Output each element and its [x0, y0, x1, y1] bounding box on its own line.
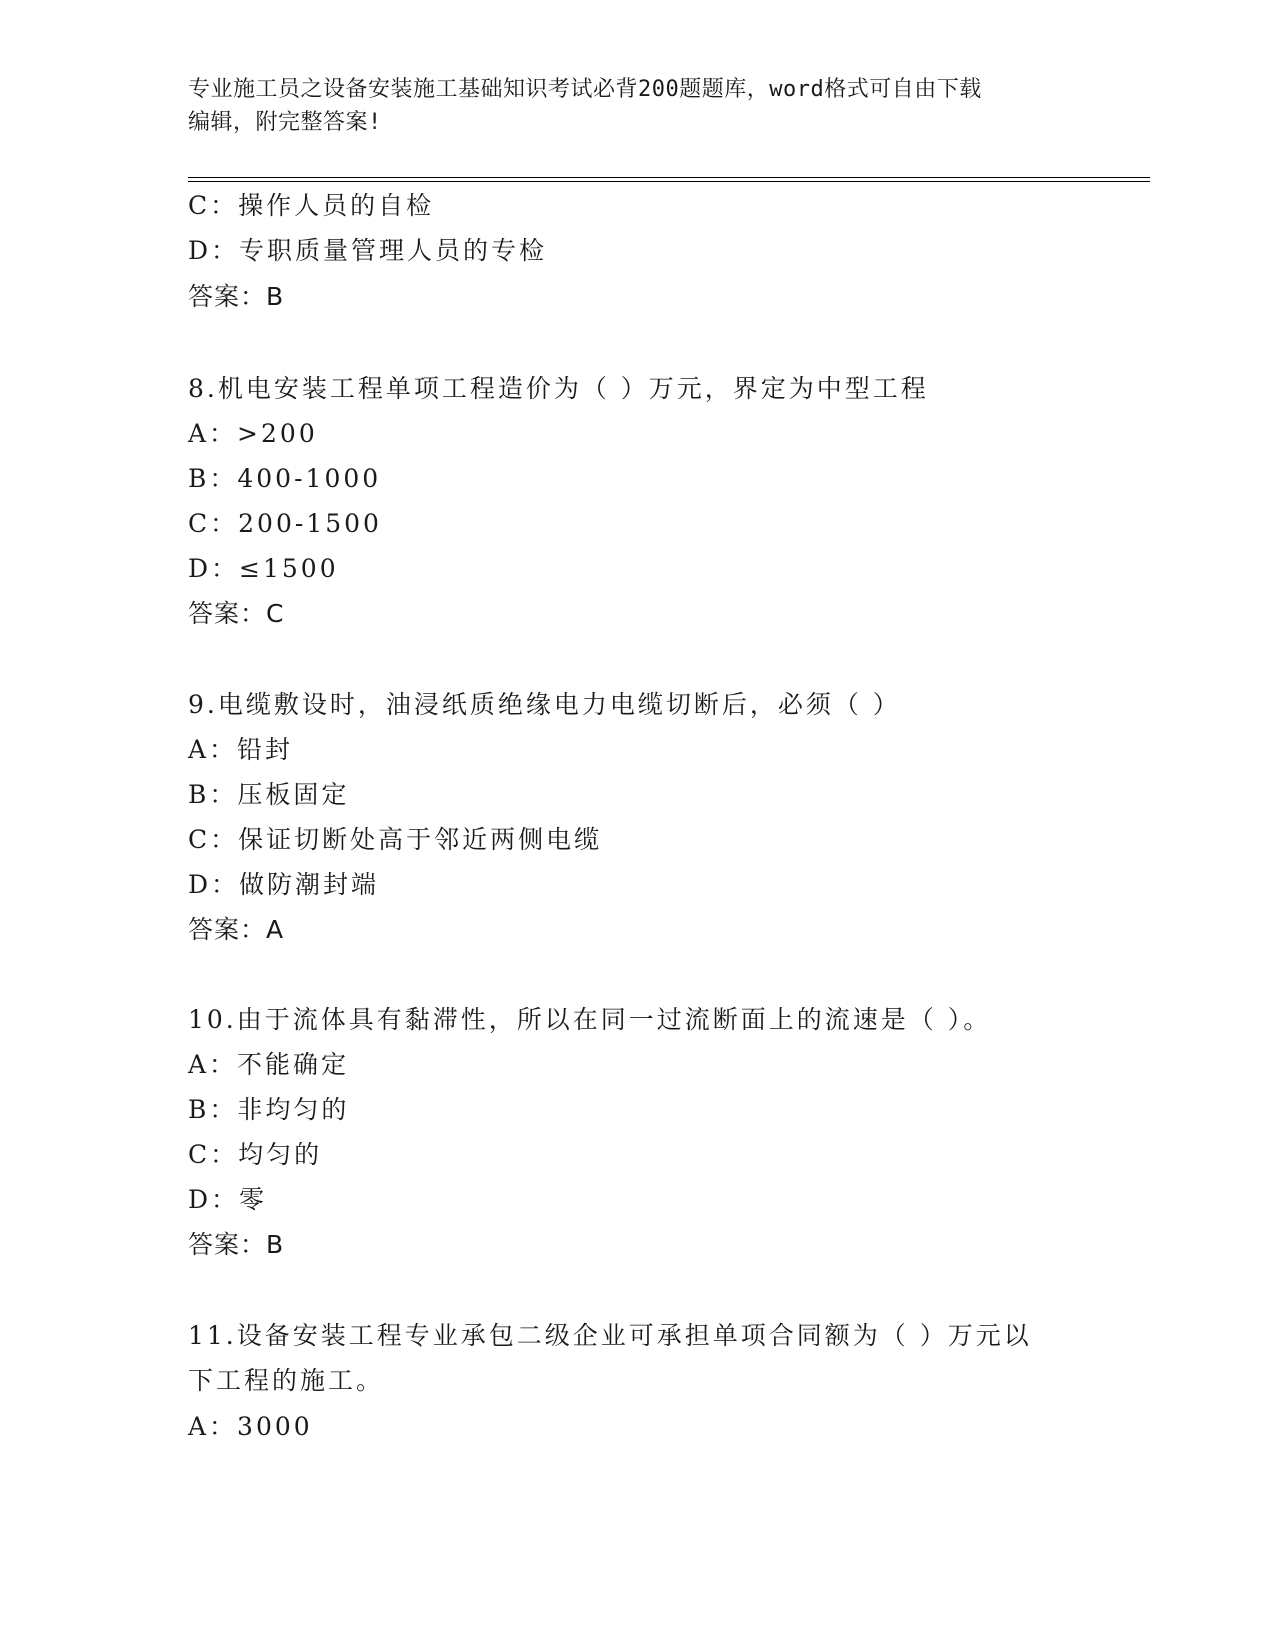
q11-question-line1: 11.设备安装工程专业承包二级企业可承担单项合同额为（ ）万元以 — [188, 1321, 1032, 1350]
q9-question: 9.电缆敷设时，油浸纸质绝缘电力电缆切断后，必须（ ） — [188, 690, 901, 719]
header-title-line1: 专业施工员之设备安装施工基础知识考试必背200题题库，word格式可自由下载 — [188, 77, 982, 102]
q9-option-c: C：保证切断处高于邻近两侧电缆 — [188, 825, 603, 854]
q10-option-a: A：不能确定 — [188, 1050, 350, 1079]
q10-option-c: C：均匀的 — [188, 1140, 323, 1169]
q11-question-line2: 下工程的施工。 — [188, 1366, 385, 1395]
prev-option-c: C：操作人员的自检 — [188, 191, 435, 220]
q10-option-d: D：零 — [188, 1185, 268, 1214]
q10-option-b: B：非均匀的 — [188, 1095, 350, 1124]
q9-option-b: B：压板固定 — [188, 780, 350, 809]
q9-answer: 答案：A — [188, 915, 285, 944]
q10-answer: 答案：B — [188, 1230, 285, 1259]
header-title-line2: 编辑，附完整答案! — [188, 110, 382, 135]
prev-option-d: D：专职质量管理人员的专检 — [188, 236, 548, 265]
q8-option-b: B：400-1000 — [188, 464, 382, 493]
q9-option-d: D：做防潮封端 — [188, 870, 380, 899]
q8-question: 8.机电安装工程单项工程造价为（ ）万元，界定为中型工程 — [188, 374, 929, 403]
q9-option-a: A：铅封 — [188, 735, 294, 764]
q8-option-d: D：≤1500 — [188, 554, 339, 583]
header-rule-bottom — [188, 181, 1150, 182]
q8-option-a: A：>200 — [188, 419, 318, 448]
q10-question: 10.由于流体具有黏滞性，所以在同一过流断面上的流速是（ ）。 — [188, 1005, 992, 1034]
document-header — [188, 73, 1068, 139]
q8-option-c: C：200-1500 — [188, 509, 382, 538]
prev-answer: 答案：B — [188, 282, 285, 311]
q11-option-a: A：3000 — [188, 1412, 313, 1441]
q8-answer: 答案：C — [188, 599, 285, 628]
header-rule-top — [188, 177, 1150, 178]
